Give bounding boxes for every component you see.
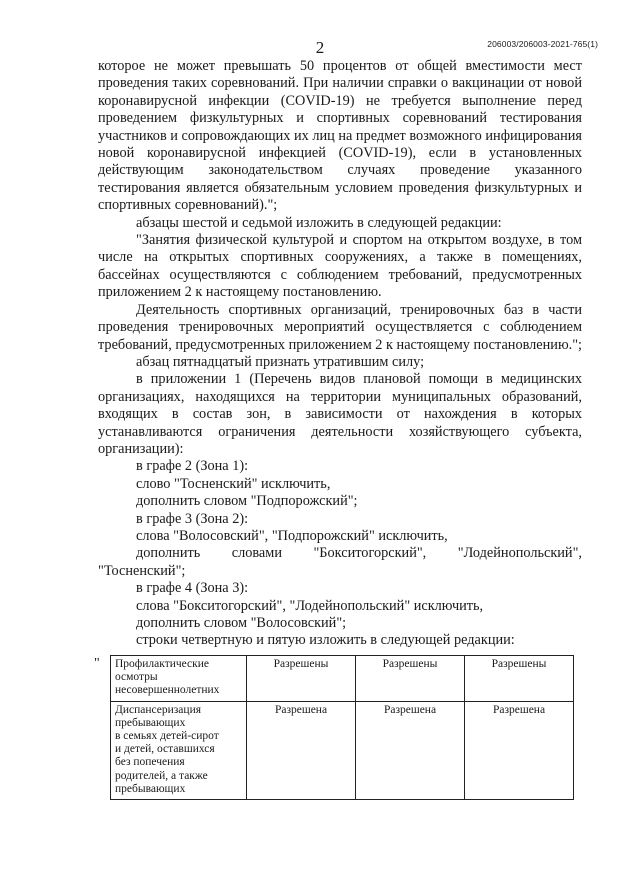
paragraph: строки четвертную и пятую изложить в следующей редакции: [136,632,515,649]
table-cell-zone-status: Разрешена [356,701,465,799]
paragraph: слова "Бокситогорский", "Лодейнопольский" исключить, [136,597,484,614]
paragraph: Деятельность спортивных организаций, тренировочных баз в части проведения тренировочных мероприятий осуществляется с соблюдением требований, предусмотренных приложением 2 к настоящему постановлению."; [98,301,583,353]
table-cell-zone-status: Разрешены [247,656,356,702]
paragraph: которое не может превышать 50 процентов от общей вместимости мест проведения таких соревнований. При наличии справки о вакцинации от новой коронавирусной инфекции (COVID-19) не требуется выполнение перед проведением физкультурных и спортивных соревнований тестирования участников и сопровождающих их лиц на предмет возможного инфицирования новой коронавирусной инфекцией (COVID-19), если в установленных действующим законодательством случаях проведение указанного тестирования является обязательным условием проведения физкультурных и спортивных соревнований)."; [98,58,582,214]
medical-services-table [110,655,574,800]
paragraph: в графе 4 (Зона 3): [136,580,249,597]
paragraph: дополнить словом "Подпорожский"; [136,493,358,510]
table-cell-zone-status: Разрешены [356,656,465,702]
table-row [111,701,574,799]
table-cell-zone-status: Разрешены [465,656,574,702]
table-cell-service: Диспансеризация пребывающих в семьях детей-сирот и детей, оставшихся без попечения родителей, а также пребывающих [111,701,247,799]
paragraph: в приложении 1 (Перечень видов плановой помощи в медицинских организациях, находящихся на территории муниципальных образований, входящих в состав зон, в зависимости от нахождения в которых устанавливаются ограничения деятельности хозяйствующего субъекта, организации): [98,371,582,457]
table-row [111,656,574,702]
paragraph: в графе 3 (Зона 2): [136,510,249,527]
paragraph: дополнить словами "Бокситогорский", "Лодейнопольский", "Тосненский"; [98,545,582,579]
paragraph: дополнить словом "Волосовский"; [136,615,347,631]
document-code: 206003/206003-2021-765(1) [487,39,598,49]
paragraph: абзац пятнадцатый признать утратившим силу; [136,353,425,370]
paragraph: "Занятия физической культурой и спортом на открытом воздухе, в том числе на открытых спортивных сооружениях, а также в помещениях, бассейнах осуществляются с соблюдением требований, предусмотренных приложением 2 к настоящему постановлению. [98,232,582,301]
paragraph: слово "Тосненский" исключить, [136,475,331,492]
table-cell-service: Профилактические осмотры несовершеннолетних [111,656,247,702]
paragraph: абзацы шестой и седьмой изложить в следующей редакции: [136,214,502,231]
paragraph: в графе 2 (Зона 1): [136,458,249,475]
document-body [98,58,582,650]
table-cell-zone-status: Разрешена [247,701,356,799]
table-cell-zone-status: Разрешена [465,701,574,799]
paragraph: слова "Волосовский", "Подпорожский" исключить, [136,527,448,544]
page-number: 2 [315,38,325,57]
table-open-quote: " [94,656,100,671]
